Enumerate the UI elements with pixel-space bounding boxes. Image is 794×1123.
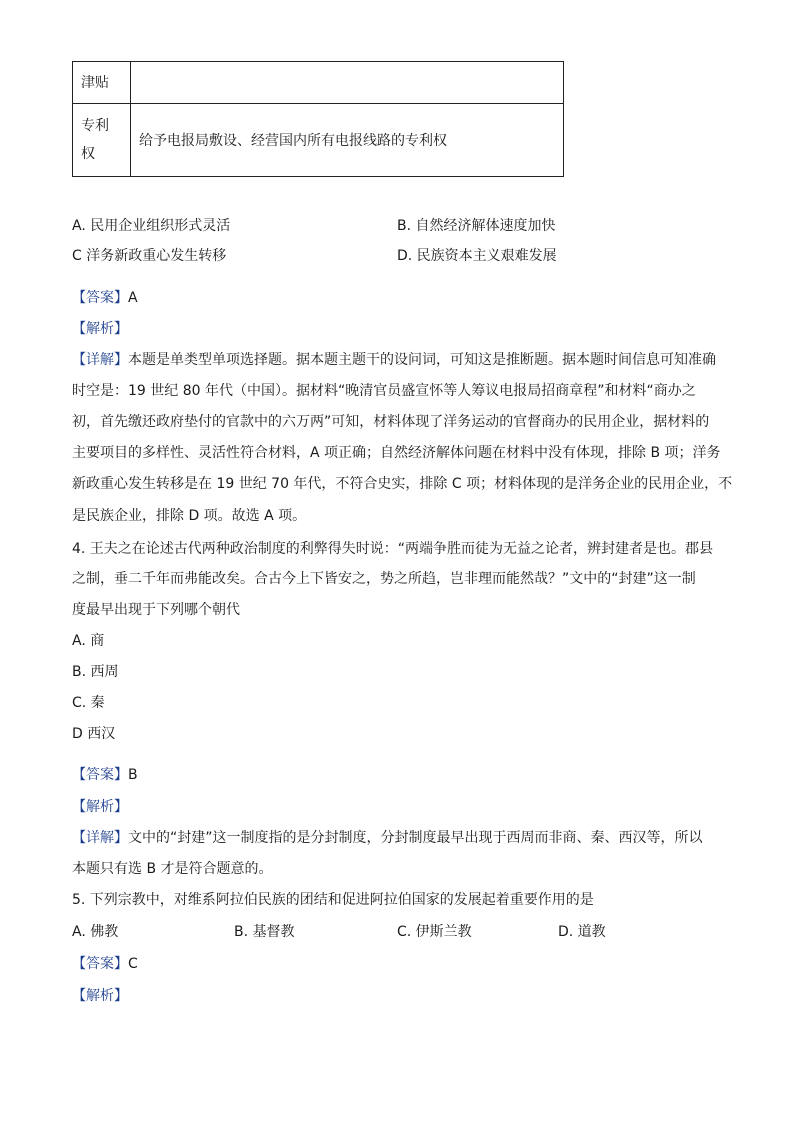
q4-answer	[72, 764, 138, 784]
table-key-cell: 津贴	[73, 62, 131, 104]
q3-option-a: A. 民用企业组织形式灵活	[72, 218, 231, 234]
q3-detail-line-5: 新政重心发生转移是在 19 世纪 70 年代，不符合史实，排除 C 项；材料体现的是洋务企业的民用企业，不	[72, 476, 733, 492]
q5-option-c: C. 伊斯兰教	[397, 924, 472, 940]
q4-detail-line-2: 本题只有选 B 才是符合题意的。	[72, 861, 273, 877]
q3-detail-line-3: 初，首先缴还政府垫付的官款中的六万两”可知，材料体现了洋务运动的官督商办的民用企业，据材料的	[72, 414, 710, 430]
answer-label: 【答案】	[72, 290, 128, 306]
q4-stem-line-3: 度最早出现于下列哪个朝代	[72, 602, 240, 618]
detail-label: 【详解】	[72, 352, 128, 368]
answer-label: 【答案】	[72, 956, 128, 972]
answer-value: B	[128, 767, 138, 783]
q4-stem-line-2: 之制，垂二千年而弗能改矣。合古今上下皆安之，势之所趋，岂非理而能然哉？”文中的“封建”这一制	[72, 571, 696, 587]
q3-answer	[72, 287, 138, 307]
q5-answer	[72, 953, 138, 973]
materials-table	[72, 61, 564, 177]
q3-detail-line-1	[72, 349, 716, 369]
detail-text: 本题是单类型单项选择题。据本题主题干的设问词，可知这是推断题。据本题时间信息可知准确	[128, 352, 716, 368]
table-value-cell: 给予电报局敷设、经营国内所有电报线路的专利权	[131, 104, 564, 177]
q4-analysis-label: 【解析】	[72, 799, 128, 815]
q5-option-a: A. 佛教	[72, 924, 119, 940]
q5-analysis-label: 【解析】	[72, 988, 128, 1004]
detail-label: 【详解】	[72, 830, 128, 846]
q4-option-b: B. 西周	[72, 664, 119, 680]
q4-detail-line-1	[72, 827, 703, 847]
q5-stem: 5. 下列宗教中，对维系阿拉伯民族的团结和促进阿拉伯国家的发展起着重要作用的是	[72, 892, 594, 908]
q5-option-d: D. 道教	[558, 924, 606, 940]
answer-label: 【答案】	[72, 767, 128, 783]
table-row	[73, 104, 564, 177]
q4-stem-line-1: 4. 王夫之在论述古代两种政治制度的利弊得失时说：“两端争胜而徒为无益之论者，辨封建者是也。郡县	[72, 541, 714, 557]
q3-detail-line-6: 是民族企业，排除 D 项。故选 A 项。	[72, 508, 307, 524]
q3-detail-line-4: 主要项目的多样性、灵活性符合材料，A 项正确；自然经济解体问题在材料中没有体现，排除 B 项；洋务	[72, 445, 721, 461]
q4-option-c: C. 秦	[72, 695, 105, 711]
table-value-cell	[131, 62, 564, 104]
table-row	[73, 62, 564, 104]
q3-option-d: D. 民族资本主义艰难发展	[397, 248, 557, 264]
q4-option-a: A. 商	[72, 633, 105, 649]
answer-value: A	[128, 290, 138, 306]
answer-value: C	[128, 956, 138, 972]
table-key-cell: 专利 权	[73, 104, 131, 177]
q4-option-d: D 西汉	[72, 726, 116, 742]
detail-text: 文中的“封建”这一制度指的是分封制度，分封制度最早出现于西周而非商、秦、西汉等，所以	[128, 830, 703, 846]
q3-option-c: C 洋务新政重心发生转移	[72, 248, 227, 264]
q3-option-b: B. 自然经济解体速度加快	[397, 218, 556, 234]
q5-option-b: B. 基督教	[234, 924, 295, 940]
q3-analysis-label: 【解析】	[72, 321, 128, 337]
q3-detail-line-2: 时空是：19 世纪 80 年代（中国）。据材料“晚清官员盛宣怀等人筹议电报局招商章程”和材料“商办之	[72, 383, 696, 399]
